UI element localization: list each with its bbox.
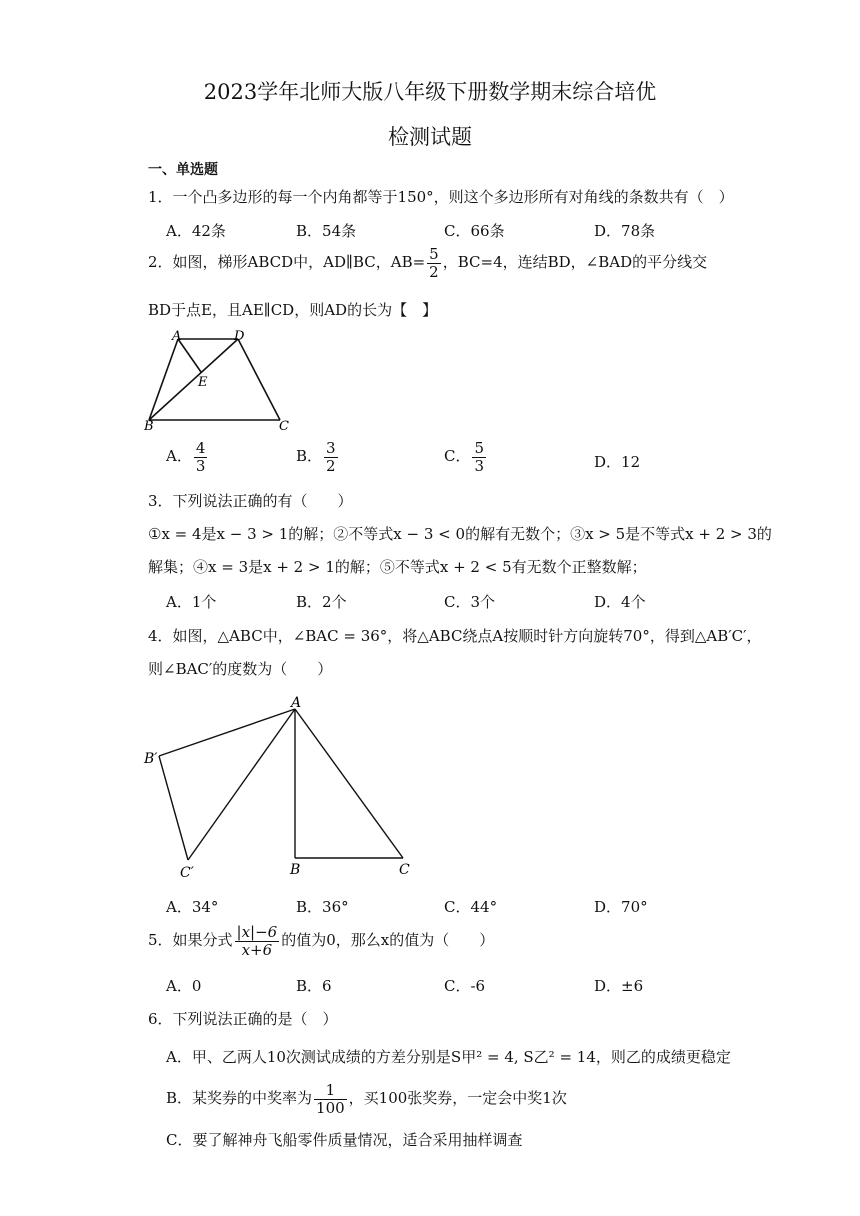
question-1-option-b: B．54条 bbox=[296, 222, 357, 240]
option-b-fraction bbox=[314, 1082, 347, 1116]
trapezoid-figure bbox=[140, 326, 300, 436]
question-3-text: 3．下列说法正确的有（ ） bbox=[148, 492, 353, 510]
question-5-option-c: C．-6 bbox=[444, 977, 486, 995]
question-4-line-2: 则∠BAC′的度数为（ ） bbox=[148, 660, 333, 678]
question-2-option-c bbox=[444, 440, 488, 474]
question-5-text-b: 的值为0，那么x的值为（ ） bbox=[281, 931, 495, 949]
option-c-denominator: 3 bbox=[474, 456, 485, 475]
label-c-prime: C′ bbox=[180, 865, 194, 881]
question-3-option-a: A．1个 bbox=[166, 593, 217, 611]
fraction-ab bbox=[427, 246, 441, 280]
option-c-numerator: 5 bbox=[474, 439, 485, 457]
question-5-option-d: D．±6 bbox=[594, 977, 644, 995]
question-1-option-a: A．42条 bbox=[166, 222, 226, 240]
option-b-label: B． bbox=[296, 447, 323, 465]
option-b-denominator: 2 bbox=[326, 456, 336, 475]
question-3-option-d: D．4个 bbox=[594, 593, 646, 611]
question-5-fraction bbox=[235, 924, 280, 958]
document-title: 2023学年北师大版八年级下册数学期末综合培优 bbox=[203, 80, 657, 104]
option-b-denominator: 100 bbox=[316, 1098, 345, 1117]
label-a: A bbox=[291, 695, 302, 711]
question-6-text: 6．下列说法正确的是（ ） bbox=[148, 1010, 338, 1028]
section-heading: 一、单选题 bbox=[148, 162, 218, 178]
option-a-fraction bbox=[194, 440, 208, 474]
question-6-option-c: C．要了解神舟飞船零件质量情况，适合采用抽样调查 bbox=[166, 1131, 523, 1149]
question-1-option-c: C．66条 bbox=[444, 222, 505, 240]
question-4-option-b: B．36° bbox=[296, 898, 349, 916]
label-c: C bbox=[279, 419, 289, 434]
option-b-numerator: 3 bbox=[326, 439, 336, 457]
question-5-line bbox=[148, 924, 494, 958]
question-6-option-a: A．甲、乙两人10次测试成绩的方差分别是S甲² = 4, S乙² = 14，则乙的成绩更稳定 bbox=[166, 1048, 731, 1066]
question-2-option-a bbox=[166, 440, 209, 474]
option-b-numerator: 1 bbox=[314, 1082, 347, 1100]
question-2-option-d: D．12 bbox=[594, 453, 641, 471]
question-5-numerator: |x|−6 bbox=[236, 923, 278, 941]
label-c: C bbox=[399, 862, 410, 878]
question-6-option-b bbox=[166, 1082, 567, 1116]
question-2-line-1 bbox=[148, 246, 707, 280]
question-2-text-b: ，BC=4，连结BD，∠BAD的平分线交 bbox=[442, 253, 708, 271]
question-3-line-2: 解集；④x = 3是x + 2 > 1的解；⑤不等式x + 2 < 5有无数个正整数解； bbox=[148, 558, 647, 576]
question-4-option-c: C．44° bbox=[444, 898, 498, 916]
document-subtitle: 检测试题 bbox=[388, 125, 472, 149]
option-b-fraction bbox=[324, 440, 338, 474]
question-4-option-a: A．34° bbox=[166, 898, 219, 916]
question-3-option-c: C．3个 bbox=[444, 593, 496, 611]
question-5-option-b: B．6 bbox=[296, 977, 332, 995]
label-b-prime: B′ bbox=[144, 751, 158, 767]
question-2-line-2: BD于点E，且AE∥CD，则AD的长为【 】 bbox=[148, 301, 438, 319]
option-b-text-b: ，买100张奖券，一定会中奖1次 bbox=[348, 1089, 567, 1107]
question-3-option-b: B．2个 bbox=[296, 593, 347, 611]
question-3-line-1: ①x = 4是x − 3 > 1的解；②不等式x − 3 < 0的解有无数个；③x > 5是不等式x + 2 > 3的 bbox=[148, 525, 772, 543]
label-d: D bbox=[234, 329, 245, 344]
question-1-option-d: D．78条 bbox=[594, 222, 656, 240]
question-2-text-a: 2．如图，梯形ABCD中，AD∥BC，AB= bbox=[148, 253, 426, 271]
option-b-text-a: B．某奖券的中奖率为 bbox=[166, 1089, 313, 1107]
option-a-numerator: 4 bbox=[195, 439, 206, 457]
label-e: E bbox=[198, 375, 208, 390]
question-4-line-1: 4．如图，△ABC中，∠BAC = 36°，将△ABC绕点A按顺时针方向旋转70°，得到△AB′C′， bbox=[148, 627, 762, 645]
option-c-label: C． bbox=[444, 447, 471, 465]
label-b: B bbox=[290, 862, 301, 878]
option-a-denominator: 3 bbox=[195, 456, 206, 475]
question-1-text: 1．一个凸多边形的每一个内角都等于150°，则这个多边形所有对角线的条数共有（ ） bbox=[148, 188, 734, 206]
fraction-ab-denominator: 2 bbox=[429, 262, 439, 281]
question-2-option-b bbox=[296, 440, 340, 474]
question-5-text-a: 5．如果分式 bbox=[148, 931, 233, 949]
question-5-denominator: x+6 bbox=[241, 940, 273, 959]
option-c-fraction bbox=[472, 440, 486, 474]
label-b: B bbox=[144, 419, 154, 434]
fraction-ab-numerator: 5 bbox=[429, 245, 439, 263]
label-a: A bbox=[172, 329, 182, 344]
question-5-option-a: A．0 bbox=[166, 977, 202, 995]
rotation-figure bbox=[140, 688, 430, 888]
option-a-label: A． bbox=[166, 447, 192, 465]
question-4-option-d: D．70° bbox=[594, 898, 648, 916]
